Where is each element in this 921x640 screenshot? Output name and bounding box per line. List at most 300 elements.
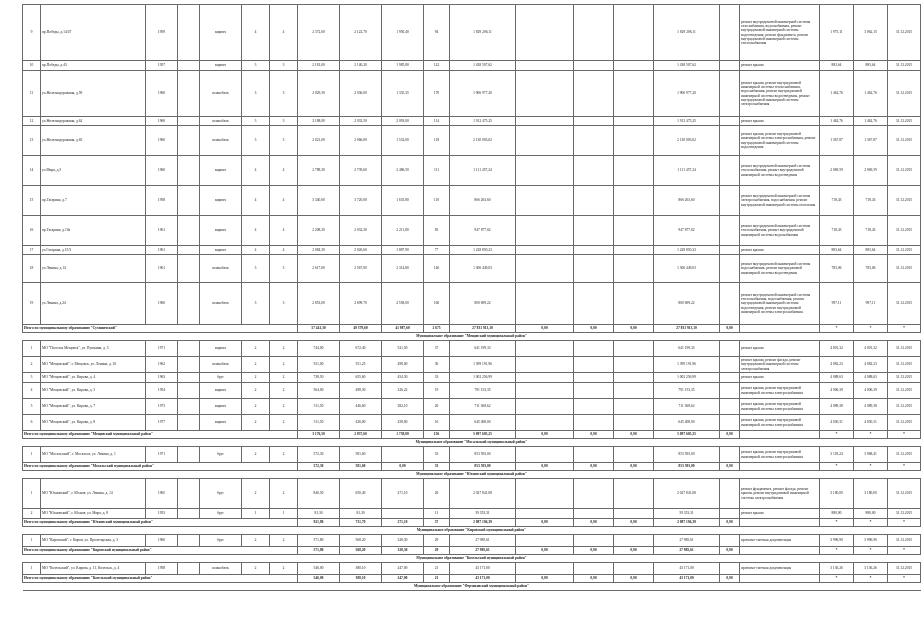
house-row (23, 341, 921, 357)
max-unit-cost: 4 001,32 (854, 341, 888, 357)
owners-share: 1 002 256,99 (654, 373, 720, 383)
municipal-share (614, 563, 654, 575)
district-total-value: 0,00 (614, 325, 654, 333)
fund-share (516, 383, 574, 399)
district-total-value: 33 (424, 463, 450, 471)
work-types: ремонт крыши (740, 117, 820, 126)
max-unit-cost: 3 062,15 (854, 5, 888, 61)
unit-cost: 4 088,63 (820, 373, 854, 383)
unit-cost: 883,64 (820, 61, 854, 71)
max-unit-cost: 1 462,76 (854, 71, 888, 117)
district-total-value: 43 171,00 (654, 575, 720, 583)
completion-date: 31.12.2015 (888, 216, 921, 246)
fund-share (516, 415, 574, 431)
owners-share: 2 027 841,08 (654, 479, 720, 509)
district-total-value (740, 547, 820, 555)
floors: 2 (242, 399, 270, 415)
row-number: 13 (23, 126, 41, 156)
district-total-value: 0,00 (516, 547, 574, 555)
district-total-value: * (854, 431, 888, 439)
district-total-value: * (854, 575, 888, 583)
blank-cell (178, 126, 200, 156)
wall-material: кирпич (200, 246, 242, 255)
completion-date: 31.12.2015 (888, 61, 921, 71)
build-year: 1960 (146, 283, 178, 325)
district-total-label: Итого по муниципальному образованию "Кировский муниципальный район" (23, 547, 298, 555)
completion-date: 31.12.2015 (888, 535, 921, 547)
row-number: 12 (23, 117, 41, 126)
residents: 94 (424, 5, 450, 61)
unit-cost: 4 082,23 (820, 357, 854, 373)
wall-material: кирпич (200, 61, 242, 71)
district-total-value (740, 463, 820, 471)
completion-date: 31.12.2015 (888, 126, 921, 156)
fund-share (516, 283, 574, 325)
owners-share: 1 906 977,20 (654, 71, 720, 117)
house-row (23, 216, 921, 246)
repair-cost: 1 906 977,20 (450, 71, 516, 117)
floors: 2 (242, 479, 270, 509)
municipal-share (614, 186, 654, 216)
max-unit-cost: 997,11 (854, 283, 888, 325)
district-heading: Муниципальное образование "Кировский муниципальный район" (23, 527, 921, 535)
blank-cell (178, 341, 200, 357)
municipal-share (614, 383, 654, 399)
district-total-label: Итого по муниципальному образованию "Юхновский муниципальный район" (23, 519, 298, 527)
district-total-value: 0,00 (720, 547, 740, 555)
build-year: 1958 (146, 563, 178, 575)
unit-cost: 880,00 (820, 509, 854, 519)
residential-area: 2 093,00 (382, 117, 424, 126)
blank-cell (720, 509, 740, 519)
build-year: 1960 (146, 117, 178, 126)
owners-share: 43 171,00 (654, 563, 720, 575)
entrances: 3 (270, 71, 298, 117)
blank-cell (178, 563, 200, 575)
district-total-value: 731,70 (340, 519, 382, 527)
repair-cost: 800 699,22 (450, 283, 516, 325)
living-area: 426,00 (340, 415, 382, 431)
house-address: МО "Юхновский", г. Юхнов, ул. Ленина, д. 14 (41, 479, 146, 509)
district-total-value: 43 171,00 (450, 575, 516, 583)
residents: 114 (424, 117, 450, 126)
work-types: ремонт крыши, ремонт внутридомовой инженерной системы электроснабжения (740, 447, 820, 463)
residents: 160 (424, 283, 450, 325)
row-number: 5 (23, 399, 41, 415)
house-row (23, 447, 921, 463)
work-types: ремонт внутридомовой инженерной системы газоснабжения, водоснабжения, ремонт внутридомовой инженерной системы водоотведения, ремонт фундамента, ремонт внутридомовой инженерной системы теплоснабжения (740, 5, 820, 61)
district-total-value: 41 987,60 (382, 325, 424, 333)
district-total-value: 0,00 (516, 325, 574, 333)
district-total-value: 2 837,60 (340, 431, 382, 439)
unit-cost: 3 136,26 (820, 563, 854, 575)
district-total-value: 0,00 (614, 575, 654, 583)
wall-material: шлакоблок (200, 357, 242, 373)
completion-date: 31.12.2015 (888, 341, 921, 357)
floors: 4 (242, 186, 270, 216)
region-share (574, 186, 614, 216)
living-area: 2 140,20 (340, 61, 382, 71)
region-share (574, 246, 614, 255)
municipal-share (614, 399, 654, 415)
unit-cost: 4 001,32 (820, 341, 854, 357)
blank-cell (178, 447, 200, 463)
max-unit-cost: 3 996,90 (854, 535, 888, 547)
blank-cell (178, 383, 200, 399)
blank-cell (178, 509, 200, 519)
district-total-row (23, 431, 921, 439)
build-year: 1971 (146, 447, 178, 463)
blank-cell (178, 71, 200, 117)
unit-cost: 4 089,38 (820, 399, 854, 415)
owners-share: 2 130 003,02 (654, 126, 720, 156)
completion-date: 31.12.2015 (888, 415, 921, 431)
blank-cell (178, 61, 200, 71)
living-area: 551,25 (340, 357, 382, 373)
repair-cost: 1 228 850,23 (450, 246, 516, 255)
district-total-value: 0,00 (574, 431, 614, 439)
house-address: пр.Гагарина, д.10а (41, 216, 146, 246)
entrances: 2 (270, 357, 298, 373)
wall-material: кирпич (200, 156, 242, 186)
unit-cost: 1 367,87 (820, 126, 854, 156)
row-number: 2 (23, 509, 41, 519)
work-types: ремонт крыши (740, 246, 820, 255)
municipal-share (614, 509, 654, 519)
total-area: 2 188,00 (298, 117, 340, 126)
residential-area (382, 509, 424, 519)
completion-date: 31.12.2015 (888, 383, 921, 399)
row-number: 9 (23, 5, 41, 61)
region-share (574, 255, 614, 283)
region-share (574, 563, 614, 575)
blank-cell (720, 186, 740, 216)
total-area: 2 181,00 (298, 61, 340, 71)
work-types: проектно-сметная документация (740, 535, 820, 547)
unit-cost: 718,43 (820, 186, 854, 216)
district-heading-row (23, 555, 921, 563)
residents: 29 (424, 535, 450, 547)
region-share (574, 126, 614, 156)
district-total-value: 0,00 (516, 575, 574, 583)
floors: 4 (242, 216, 270, 246)
max-unit-cost: 883,64 (854, 61, 888, 71)
house-address: МО "Козельский", ул. Кирова, д. 11, Козельск, д. 4 (41, 563, 146, 575)
house-row (23, 283, 921, 325)
residents: 83 (424, 216, 450, 246)
build-year: 1961 (146, 216, 178, 246)
residential-area: 258,00 (382, 415, 424, 431)
work-types: ремонт крыши, ремонт фасада, ремонт внутридомовой инженерной системы электроснабжения (740, 357, 820, 373)
blank-cell (720, 373, 740, 383)
living-area: 380,10 (340, 563, 382, 575)
district-total-value: 27 831 913,10 (450, 325, 516, 333)
district-heading-row (23, 583, 921, 591)
repair-cost: 1 399 191,96 (450, 357, 516, 373)
max-unit-cost: 4 082,23 (854, 357, 888, 373)
district-total-value (740, 325, 820, 333)
residents: 11 (424, 509, 450, 519)
district-total-value: 0,00 (574, 519, 614, 527)
work-types: ремонт крыши, ремонт внутридомовой инженерной системы электроснабжения (740, 383, 820, 399)
house-address: МО "Кировский", г. Киров, ул. Пролетарская, д. 3 (41, 535, 146, 547)
fund-share (516, 246, 574, 255)
living-area: 650,40 (340, 479, 382, 509)
municipal-share (614, 357, 654, 373)
completion-date: 31.12.2015 (888, 255, 921, 283)
wall-material: кирпич (200, 341, 242, 357)
wall-material: кирпич (200, 415, 242, 431)
build-year: 1953 (146, 509, 178, 519)
wall-material: шлакоблок (200, 117, 242, 126)
work-types: ремонт внутридомовой инженерной системы теплоснабжения, ремонт внутридомовой инженерной системы водоотведения (740, 156, 820, 186)
total-area: 572,30 (298, 447, 340, 463)
residential-area: 1 532,00 (382, 126, 424, 156)
work-types: ремонт внутридомовой инженерной системы водоснабжения, ремонт внутридомовой инженерной системы водоотведения (740, 255, 820, 283)
entrances: 2 (270, 415, 298, 431)
district-total-label: Итого по муниципальному образованию "Мещовский муниципальный район" (23, 431, 298, 439)
district-total-value: 156 (424, 431, 450, 439)
district-total-label: Итого по муниципальному образованию "Сухиничский" (23, 325, 298, 333)
municipal-share (614, 447, 654, 463)
district-total-row (23, 547, 921, 555)
work-types: ремонт крыши (740, 509, 820, 519)
district-total-value: 571,80 (298, 547, 340, 555)
district-total-value: * (888, 325, 921, 333)
residential-area: 2 314,80 (382, 255, 424, 283)
fund-share (516, 357, 574, 373)
house-row (23, 71, 921, 117)
district-total-value: 380,10 (340, 575, 382, 583)
region-share (574, 5, 614, 61)
build-year: 1965 (146, 479, 178, 509)
residential-area: 1 335,35 (382, 71, 424, 117)
row-number: 19 (23, 283, 41, 325)
region-share (574, 61, 614, 71)
row-number: 18 (23, 255, 41, 283)
municipal-share (614, 71, 654, 117)
wall-material: кирпич (200, 216, 242, 246)
blank-cell (720, 216, 740, 246)
district-total-value: 0,00 (720, 325, 740, 333)
district-total-row (23, 575, 921, 583)
entrances: 4 (270, 156, 298, 186)
blank-cell (720, 255, 740, 283)
house-address: пр.Победы, д.43 (41, 61, 146, 71)
owners-share: 1 912 475,25 (654, 117, 720, 126)
municipal-share (614, 373, 654, 383)
region-share (574, 415, 614, 431)
district-total-value: 5 097 605,25 (654, 431, 720, 439)
build-year: 1960 (146, 156, 178, 186)
wall-material: брус (200, 479, 242, 509)
work-types: ремонт крыши, ремонт внутридомовой инженерной системы теплоснабжения, водоснабжения, ремонт внутридомовой инженерной системы водоотведения, ремонт внутридомовой инженерной системы электроснабжения (740, 71, 820, 117)
max-unit-cost: 3 136,26 (854, 563, 888, 575)
blank-cell (720, 117, 740, 126)
living-area: 81,30 (340, 509, 382, 519)
fund-share (516, 117, 574, 126)
blank-cell (720, 479, 740, 509)
house-row (23, 61, 921, 71)
region-share (574, 283, 614, 325)
district-total-value: 0,00 (614, 463, 654, 471)
blank-cell (720, 126, 740, 156)
district-total-value: 921,80 (298, 519, 340, 527)
row-number: 1 (23, 479, 41, 509)
build-year: 1971 (146, 341, 178, 357)
house-address: МО "Юхновский", г. Юхнов, ул. Мира, д. 8 (41, 509, 146, 519)
fund-share (516, 447, 574, 463)
repair-cost: 1 912 475,25 (450, 117, 516, 126)
wall-material: шлакоблок (200, 563, 242, 575)
blank-cell (178, 283, 200, 325)
build-year: 1961 (146, 255, 178, 283)
entrances: 3 (270, 283, 298, 325)
blank-cell (178, 156, 200, 186)
district-heading: Муниципальное образование "Козельский муниципальный район" (23, 555, 921, 563)
region-share (574, 357, 614, 373)
capital-repair-register-sheet (22, 4, 913, 591)
district-total-row (23, 325, 921, 333)
work-types: ремонт внутридомовой инженерной системы теплоснабжения, ремонт внутридомовой инженерной системы водоснабжения (740, 216, 820, 246)
fund-share (516, 563, 574, 575)
residents: 26 (424, 479, 450, 509)
build-year: 1958 (146, 186, 178, 216)
region-share (574, 216, 614, 246)
district-total-value: 0,00 (614, 547, 654, 555)
entrances: 4 (270, 246, 298, 255)
repair-cost: 947 877,02 (450, 216, 516, 246)
district-heading-row (23, 527, 921, 535)
blank-cell (720, 5, 740, 61)
wall-material: шлакоблок (200, 255, 242, 283)
completion-date: 31.12.2015 (888, 283, 921, 325)
residents: 33 (424, 373, 450, 383)
build-year: 1977 (146, 415, 178, 431)
residents: 118 (424, 126, 450, 156)
blank-cell (178, 186, 200, 216)
owners-share: 791 153,35 (654, 383, 720, 399)
wall-material: кирпич (200, 399, 242, 415)
total-area: 551,00 (298, 357, 340, 373)
district-heading: Муниципальное образование "Юхновский муниципальный район" (23, 471, 921, 479)
total-area: 2 372,00 (298, 5, 340, 61)
total-area: 2 208,30 (298, 216, 340, 246)
max-unit-cost: 1 462,76 (854, 117, 888, 126)
residents: 19 (424, 383, 450, 399)
max-unit-cost: 4 030,31 (854, 415, 888, 431)
wall-material: кирпич (200, 5, 242, 61)
completion-date: 31.12.2015 (888, 186, 921, 216)
repair-cost: 1 002 256,99 (450, 373, 516, 383)
total-area: 81,30 (298, 509, 340, 519)
completion-date: 31.12.2015 (888, 5, 921, 61)
district-total-value: 0,00 (516, 463, 574, 471)
blank-cell (178, 399, 200, 415)
total-area: 2 029,30 (298, 71, 340, 117)
owners-share: 1 306 449,03 (654, 255, 720, 283)
work-types: ремонт крыши (740, 61, 820, 71)
owners-share: 947 877,02 (654, 216, 720, 246)
residential-area: 2 211,80 (382, 216, 424, 246)
wall-material: шлакоблок (200, 283, 242, 325)
fund-share (516, 255, 574, 283)
district-total-value: 2 087 194,39 (654, 519, 720, 527)
living-area: 2 066,00 (340, 126, 382, 156)
district-total-value: 0,00 (720, 519, 740, 527)
max-unit-cost: 783,06 (854, 255, 888, 283)
fund-share (516, 71, 574, 117)
living-area: 581,60 (340, 447, 382, 463)
row-number: 10 (23, 61, 41, 71)
completion-date: 31.12.2015 (888, 117, 921, 126)
district-total-value: * (854, 519, 888, 527)
owners-share: 59 353,31 (654, 509, 720, 519)
residents: 16 (424, 415, 450, 431)
house-address: пр.Победы, д.14/47 (41, 5, 146, 61)
house-address: МО "Мещовский", ул. Кирова, д. 8 (41, 415, 146, 431)
living-area: 2 122,70 (340, 5, 382, 61)
district-total-value: 0,00 (574, 463, 614, 471)
fund-share (516, 399, 574, 415)
entrances: 3 (270, 61, 298, 71)
owners-share: 853 593,00 (654, 447, 720, 463)
repair-cost: 1 306 449,03 (450, 255, 516, 283)
fund-share (516, 156, 574, 186)
unit-cost: 997,11 (820, 283, 854, 325)
blank-cell (720, 283, 740, 325)
row-number: 15 (23, 186, 41, 216)
living-area: 568,20 (340, 535, 382, 547)
row-number: 11 (23, 71, 41, 117)
fund-share (516, 509, 574, 519)
district-total-value: 546,00 (298, 575, 340, 583)
blank-cell (720, 383, 740, 399)
living-area: 498,30 (340, 383, 382, 399)
house-address: ул.Гагарина, д.15/3 (41, 246, 146, 255)
district-heading-row (23, 333, 921, 341)
fund-share (516, 535, 574, 547)
row-number: 1 (23, 341, 41, 357)
district-total-value (740, 431, 820, 439)
living-area: 2 739,60 (340, 156, 382, 186)
district-total-value (740, 575, 820, 583)
blank-cell (178, 357, 200, 373)
fund-share (516, 216, 574, 246)
entrances: 2 (270, 341, 298, 357)
house-address: пр.Гагарина, д.7 (41, 186, 146, 216)
district-total-row (23, 463, 921, 471)
district-total-value: 853 593,00 (654, 463, 720, 471)
unit-cost: 1 462,76 (820, 117, 854, 126)
repair-cost: 1 829 206,11 (450, 5, 516, 61)
blank-cell (720, 357, 740, 373)
max-unit-cost: 4 006,39 (854, 383, 888, 399)
district-total-value: 21 (424, 575, 450, 583)
unit-cost: 3 996,90 (820, 535, 854, 547)
residents: 37 (424, 341, 450, 357)
municipal-share (614, 216, 654, 246)
entrances: 2 (270, 479, 298, 509)
unit-cost: 718,43 (820, 216, 854, 246)
max-unit-cost: 883,64 (854, 246, 888, 255)
region-share (574, 71, 614, 117)
municipal-share (614, 479, 654, 509)
blank-cell (178, 255, 200, 283)
blank-cell (178, 246, 200, 255)
living-area: 672,40 (340, 341, 382, 357)
house-row (23, 246, 921, 255)
